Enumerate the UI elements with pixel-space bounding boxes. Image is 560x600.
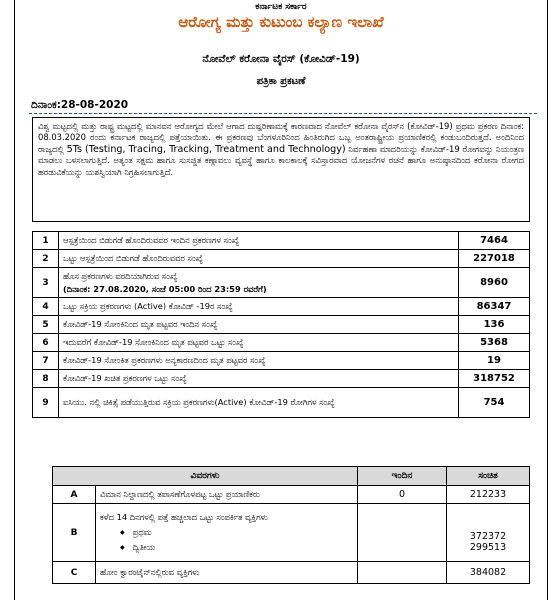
intro-text-5ts: 5Ts (Testing, Tracing, Tracking, Treatment and Technology): [66, 143, 346, 155]
row-cumulative-value: 384082: [447, 562, 530, 584]
row-cumulative-cell: [447, 504, 530, 562]
table-row: [53, 504, 530, 562]
row-number: 4: [33, 298, 59, 316]
row-number: 1: [33, 232, 59, 250]
row-label: ಒಟ್ಟು ಆಸ್ಪತ್ರೆಯಿಂದ ಬಿಡುಗಡೆ ಹೊಂದಿರುವವರ ಸಂಖ್ಯೆ: [59, 250, 459, 268]
table-row: [33, 232, 530, 250]
table-row: [53, 562, 530, 584]
row-number: 8: [33, 370, 59, 388]
row-label: ಕೋವಿಡ್-19 ಸೋಂಕಿನಿಂದ ಮೃತ ಪಟ್ಟವರ ಇಂದಿನ ಸಂಖ್ಯೆ: [59, 316, 459, 334]
row-number: 3: [33, 268, 59, 298]
header-details: ವಿವರಗಳು: [53, 467, 358, 486]
row-value: 136: [459, 316, 530, 334]
travel-contact-table: [52, 466, 530, 584]
primary-contacts-label: ◆ ಪ್ರಥಮ: [100, 527, 353, 538]
row-label: ಒಟ್ಟು ಸಕ್ರಿಯ ಪ್ರಕರಣಗಳು (Active) ಕೋವಿಡ್ -19ರ ಸಂಖ್ಯೆ: [59, 298, 459, 316]
intro-paragraph: [32, 117, 530, 222]
header-today: ಇಂದಿನ: [358, 467, 447, 486]
row-label: ಐಸಿಯು. ನಲ್ಲಿ ಚಿಕಿತ್ಸೆ ಪಡೆಯುತ್ತಿರುವ ಸಕ್ರಿಯ ಪ್ರಕರಣಗಳು(Active) ಕೋವಿಡ್-19 ರೋಗಿಗಳ ಸಂಖ್ಯೆ: [59, 388, 459, 418]
row-label-cell: [96, 504, 358, 562]
row-value: 8960: [459, 268, 530, 298]
row-label: ಆಸ್ಪತ್ರೆಯಿಂದ ಬಿಡುಗಡೆ ಹೊಂದಿರುವವರ ಇಂದಿನ ಪ್ರಕರಣಗಳ ಸಂಖ್ಯೆ: [59, 232, 459, 250]
virus-title: ನೋವೆಲ್ ಕರೋನಾ ವೈರಸ್ (ಕೋವಿಡ್-19): [202, 53, 360, 65]
row-today-value: [358, 504, 447, 562]
row-label: ಹೊಸ ಪ್ರಕರಣಗಳು ವರದಿಯಾಗಿರುವ ಸಂಖ್ಯೆ: [63, 270, 178, 281]
press-release-page: [14, 0, 548, 600]
table-row: [53, 486, 530, 504]
table-row: [33, 316, 530, 334]
press-release-heading: ಪತ್ರಿಕಾ ಪ್ರಕಟಣೆ: [256, 76, 306, 87]
intro-text-part1: ವಿಶ್ವ ಮಟ್ಟದಲ್ಲಿ ಮತ್ತು ರಾಷ್ಟ್ರ ಮಟ್ಟದಲ್ಲಿ ಮಾನವನ ಆರೋಗ್ಯದ ಮೇಲೆ ಆಗಾದ ದುಷ್ಪರಿಣಾಮಕ್ಕೆ ಕಾರಣವಾದ ನೋವೆಲ್ ಕರೋನಾ ವೈರಸ್‌ನ (ಕೋವಿಡ್-19) ಪ್ರಥಮ ಪ್ರಕರಣ ದಿನಾಂಕ: 08.03.2020 ರಂದು ಕರ್ನಾಟಕ ರಾಜ್ಯದಲ್ಲಿ ಪತ್ತೆಯಾಯಿತು. ಈ ಪ್ರಕರಣವು ಬೆಂಗಳೂರಿನಿಂದ ಹಿಂತಿರುಗಿದ ಒಬ್ಬ ಅಂತರಾಷ್ಟ್ರೀಯ ಪ್ರಯಾಣಿಕರಲ್ಲಿ ಕಂಡುಬಂದಿರುತ್ತದೆ. ಅಂದಿನಿಂದ ರಾಜ್ಯದಲ್ಲಿ: [38, 121, 524, 154]
row-letter: A: [53, 486, 96, 504]
row-value: 227018: [459, 250, 530, 268]
date-divider: [29, 113, 537, 114]
secondary-contacts-value: 299513: [469, 541, 507, 553]
table-row: [33, 250, 530, 268]
row-number: 7: [33, 352, 59, 370]
release-date: ದಿನಾಂಕ:28-08-2020: [31, 99, 129, 111]
row-label: ಹೋಂ ಕ್ವಾರಂಟೈನ್‌ನಲ್ಲಿರುವ ವ್ಯಕ್ತಿಗಳು: [96, 562, 358, 584]
primary-contacts-value: 372372: [469, 530, 507, 542]
row-sublabel: (ದಿನಾಂಕ: 27.08.2020, ಸಂಜೆ 05:00 ರಿಂದ 23:59 ರವರೆಗೆ): [63, 283, 267, 294]
row-cumulative-value: 212233: [447, 486, 530, 504]
row-number: 6: [33, 334, 59, 352]
row-value: 86347: [459, 298, 530, 316]
intro-text-part3: ನಿರ್ವಹಣಾ ಮಾದರಿಯನ್ನು ಕೋವಿಡ್-19 ರೋಗವನ್ನು ನಿಯಂತ್ರಣ ಮಾಡಲು ಬಳಸಲಾಗುತ್ತಿದೆ. ಅತ್ಯಂತ ಸಕ್ಷಮ ಹಾಗೂ ಸುಸಜ್ಜಿತ ಕಣ್ಗಾವಲು ವ್ಯವಸ್ಥೆ ಹಾಗೂ ಕಾಲಕಾಲಕ್ಕೆ ಸವಿಸ್ತಾರವಾದ ಯೋಜನೆಗಳ ರಚನೆ ಹಾಗೂ ಅನುಷ್ಠಾನದಿಂದ ಕರೋನಾ ರೋಗದ ಹರಡುವಿಕೆಯನ್ನು ಯಶಸ್ವಿಯಾಗಿ ನಿಗ್ರಹಿಸಲಾಗುತ್ತಿದೆ.: [38, 143, 524, 177]
header-cumulative: ಸಂಚಿತ: [447, 467, 530, 486]
row-label-cell: [59, 268, 459, 298]
table-row: [33, 370, 530, 388]
table-row: [33, 388, 530, 418]
row-number: 5: [33, 316, 59, 334]
row-value: 5368: [459, 334, 530, 352]
row-label: ಕೋವಿಡ್-19 ಸೋಂಕಿತ ಪ್ರಕರಣಗಳು ಅನ್ಯಕಾರಣದಿಂದ ಮೃತ ಪಟ್ಟವರ ಸಂಖ್ಯೆ: [59, 352, 459, 370]
row-label: ವಿಮಾನ ನಿಲ್ದಾಣದಲ್ಲಿ ತಪಾಸಣೆಗೊಳಪಟ್ಟ ಒಟ್ಟು ಪ್ರಯಾಣಿಕರು: [96, 486, 358, 504]
secondary-contacts-label: ◆ ದ್ವಿತೀಯ: [100, 542, 353, 553]
row-value: 754: [459, 388, 530, 418]
row-value: 19: [459, 352, 530, 370]
row-value: 318752: [459, 370, 530, 388]
row-label: ಕೋವಿಡ್-19 ಖಚಿತ ಪ್ರಕರಣಗಳ ಒಟ್ಟು ಸಂಖ್ಯೆ: [59, 370, 459, 388]
row-today-value: [358, 562, 447, 584]
row-number: 2: [33, 250, 59, 268]
table-row: [33, 268, 530, 298]
row-letter: C: [53, 562, 96, 584]
table-row: [33, 298, 530, 316]
row-value: 7464: [459, 232, 530, 250]
covid-stats-table: [32, 231, 530, 418]
row-number: 9: [33, 388, 59, 418]
government-name: ಕರ್ನಾಟಕ ಸರ್ಕಾರ: [255, 2, 307, 12]
row-today-value: 0: [358, 486, 447, 504]
row-letter: B: [53, 504, 96, 562]
row-label: ಇದುವರೆಗೆ ಕೋವಿಡ್-19 ಸೋಂಕಿನಿಂದ ಮೃತ ಪಟ್ಟವರ ಒಟ್ಟು ಸಂಖ್ಯೆ: [59, 334, 459, 352]
table-row: [33, 352, 530, 370]
table-header-row: [53, 467, 530, 486]
row-label: ಕಳೆದ 14 ದಿನಗಳಲ್ಲಿ ಪತ್ತೆ ಹಚ್ಚಲಾದ ಒಟ್ಟು ಸಂಪರ್ಕಿತ ವ್ಯಕ್ತಿಗಳು: [100, 512, 268, 522]
table-row: [33, 334, 530, 352]
department-title: ಆರೋಗ್ಯ ಮತ್ತು ಕುಟುಂಬ ಕಲ್ಯಾಣ ಇಲಾಖೆ: [178, 13, 384, 31]
